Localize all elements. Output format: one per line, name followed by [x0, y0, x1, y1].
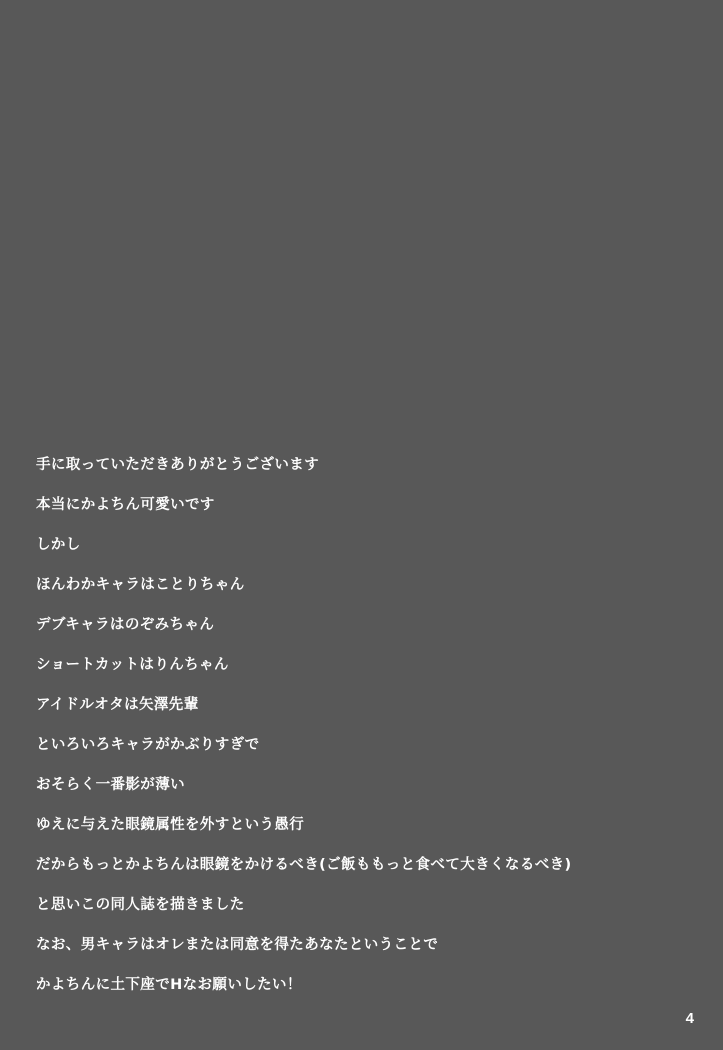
afterword-text-block: [36, 445, 696, 1005]
afterword-line: 手に取っていただきありがとうございます: [36, 457, 320, 473]
afterword-line: だからもっとかよちんは眼鏡をかけるべき(ご飯ももっと食べて大きくなるべき): [36, 857, 572, 873]
afterword-line: ショートカットはりんちゃん: [36, 657, 229, 673]
afterword-line: といろいろキャラがかぶりすぎで: [36, 737, 260, 753]
afterword-line: と思いこの同人誌を描きました: [36, 897, 245, 913]
afterword-line: かよちんに土下座でHなお願いしたい！: [36, 977, 302, 993]
afterword-line: 本当にかよちん可愛いです: [36, 497, 215, 513]
afterword-line: アイドルオタは矢澤先輩: [36, 697, 199, 713]
afterword-line: ほんわかキャラはことりちゃん: [36, 577, 245, 593]
afterword-line: ゆえに与えた眼鏡属性を外すという愚行: [36, 817, 305, 833]
afterword-line: おそらく一番影が薄い: [36, 777, 185, 793]
afterword-line: なお、男キャラはオレまたは同意を得たあなたということで: [36, 937, 439, 953]
page-number: 4: [685, 1010, 694, 1027]
afterword-line: デブキャラはのぞみちゃん: [36, 617, 215, 633]
afterword-line: しかし: [36, 537, 81, 553]
